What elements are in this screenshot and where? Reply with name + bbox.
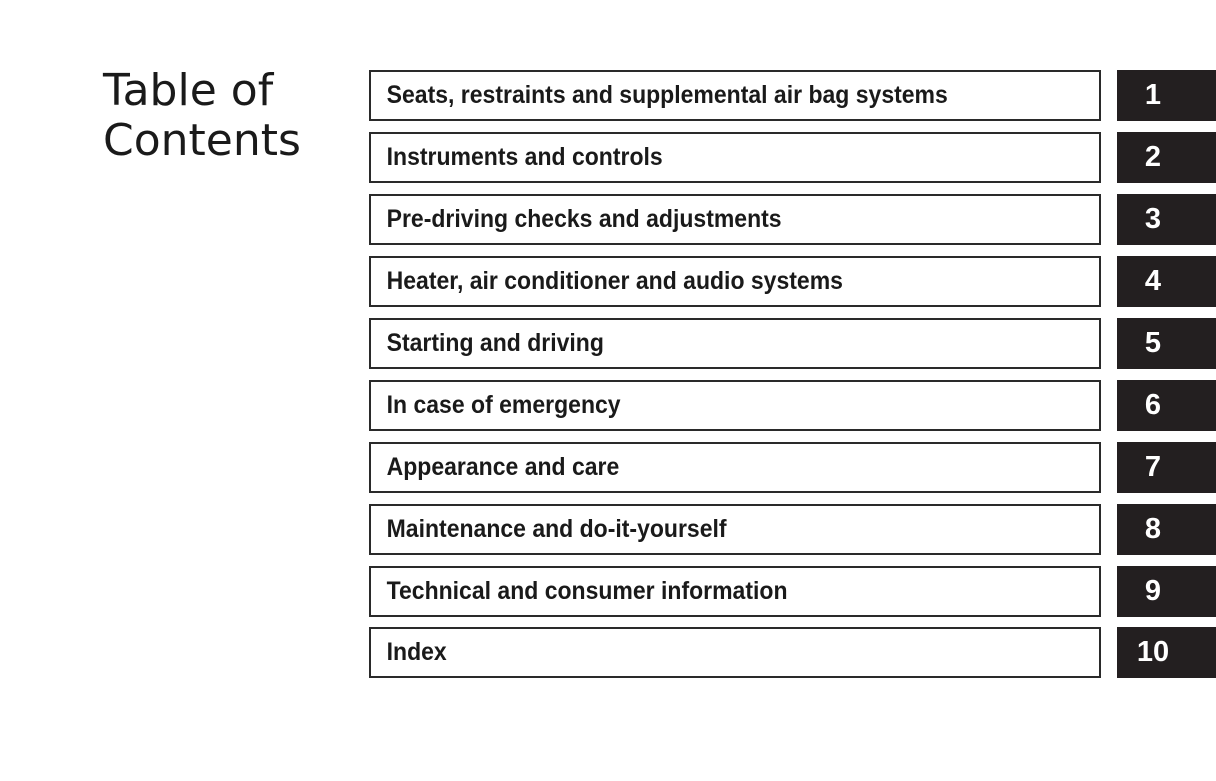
section-number: 4	[1144, 265, 1162, 297]
toc-entry-starting-driving[interactable]	[369, 318, 1101, 369]
toc-row-7	[369, 442, 1216, 492]
section-tab-4[interactable]	[1117, 256, 1216, 307]
toc-row-6	[369, 380, 1216, 430]
toc-entry-label: Technical and consumer information	[386, 577, 788, 605]
toc-row-10	[369, 627, 1216, 677]
section-number: 6	[1144, 389, 1162, 421]
section-number: 7	[1144, 451, 1162, 483]
toc-row-9	[369, 566, 1216, 616]
toc-entry-index[interactable]	[369, 627, 1101, 678]
toc-entry-pre-driving-checks[interactable]	[369, 194, 1101, 245]
section-tab-2[interactable]	[1117, 132, 1216, 183]
section-tab-8[interactable]	[1117, 504, 1216, 555]
toc-entry-label: Pre-driving checks and adjustments	[386, 205, 782, 233]
page-title-line-1: Table of	[103, 65, 274, 116]
section-tab-1[interactable]	[1117, 70, 1216, 121]
section-tab-10[interactable]	[1117, 627, 1216, 678]
section-number: 2	[1144, 141, 1162, 173]
toc-entry-label: Starting and driving	[386, 329, 604, 357]
page-title-line-2: Contents	[103, 115, 301, 166]
toc-entry-label: Index	[386, 638, 447, 666]
toc-entry-label: Maintenance and do-it-yourself	[386, 515, 727, 543]
section-number: 5	[1144, 327, 1162, 359]
toc-entry-maintenance[interactable]	[369, 504, 1101, 555]
toc-entry-label: Instruments and controls	[386, 143, 663, 171]
toc-entry-instruments-controls[interactable]	[369, 132, 1101, 183]
toc-entry-heater-audio[interactable]	[369, 256, 1101, 307]
toc-entry-emergency[interactable]	[369, 380, 1101, 431]
toc-entry-label: Appearance and care	[386, 453, 620, 481]
toc-entry-label: Heater, air conditioner and audio systems	[386, 267, 843, 295]
section-number: 9	[1144, 575, 1162, 607]
toc-entry-seats-restraints[interactable]	[369, 70, 1101, 121]
toc-entry-technical-info[interactable]	[369, 566, 1101, 617]
toc-row-5	[369, 318, 1216, 368]
section-number: 8	[1144, 513, 1162, 545]
section-number: 1	[1144, 79, 1162, 111]
toc-entry-label: Seats, restraints and supplemental air bag systems	[386, 81, 948, 109]
toc-row-2	[369, 132, 1216, 182]
section-tab-5[interactable]	[1117, 318, 1216, 369]
toc-entry-label: In case of emergency	[386, 391, 621, 419]
toc-row-4	[369, 256, 1216, 306]
toc-row-3	[369, 194, 1216, 244]
section-number: 3	[1144, 203, 1162, 235]
toc-row-1	[369, 70, 1216, 120]
toc-row-8	[369, 504, 1216, 554]
section-tab-9[interactable]	[1117, 566, 1216, 617]
section-number: 10	[1136, 636, 1170, 668]
section-tab-3[interactable]	[1117, 194, 1216, 245]
section-tab-7[interactable]	[1117, 442, 1216, 493]
section-tab-6[interactable]	[1117, 380, 1216, 431]
toc-entry-appearance-care[interactable]	[369, 442, 1101, 493]
